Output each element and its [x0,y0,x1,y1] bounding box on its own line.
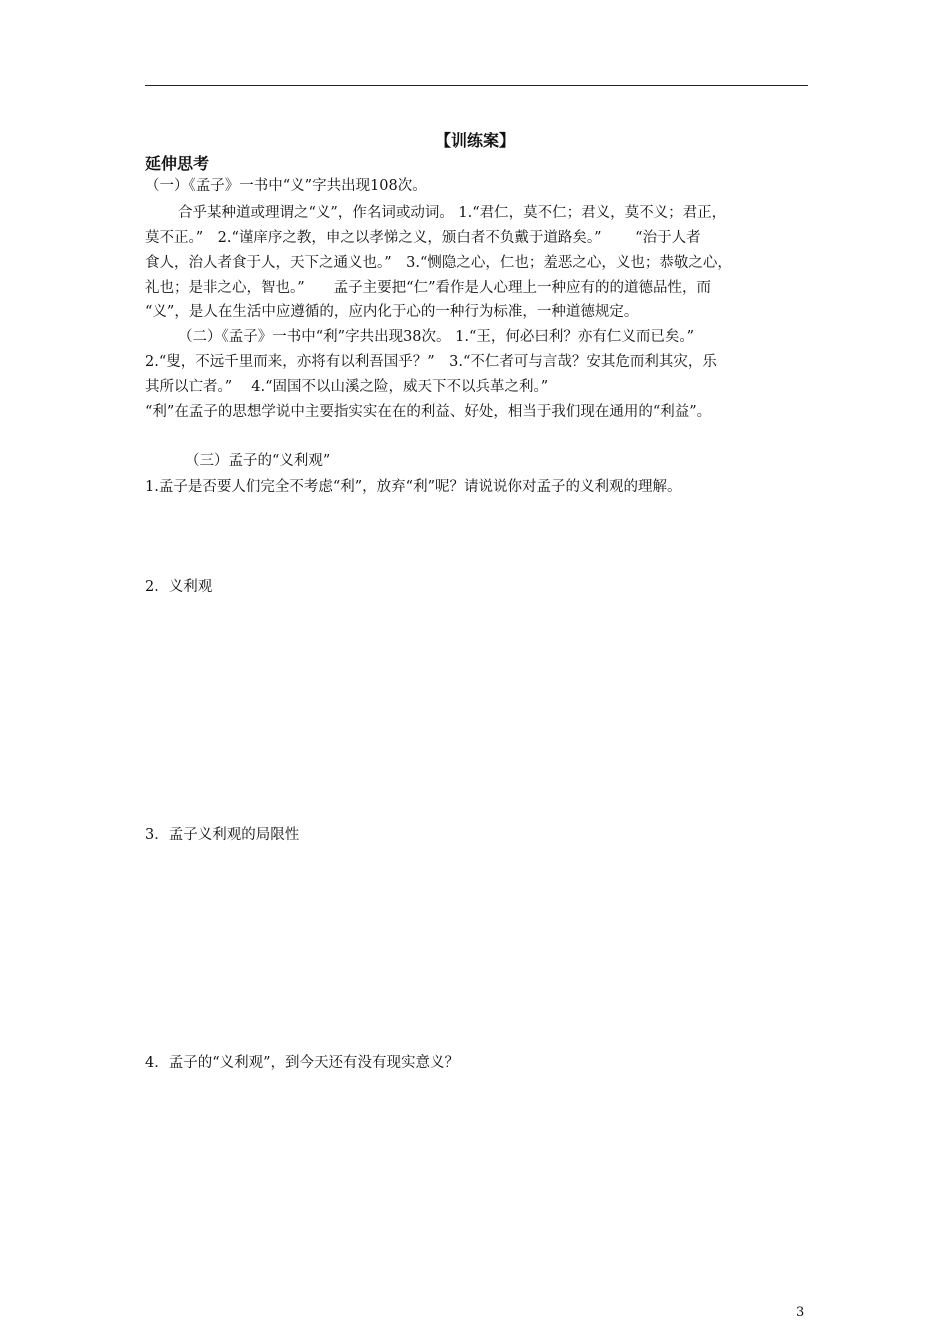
subheading: 延伸思考 [145,154,210,173]
header-rule [145,85,808,86]
paragraph-line: 莫不正。” 2.“谨庠序之教，申之以孝悌之义，颁白者不负戴于道路矣。” “治于人者 [145,230,701,246]
paragraph-line: 2.“叟，不远千里而来，亦将有以利吾国乎？” 3.“不仁者可与言哉？安其危而利其灾，乐 [145,354,717,370]
section-heading: 【训练案】 [434,131,515,150]
question-2: 2．义利观 [145,579,213,595]
paragraph-line: （二）《孟子》一书中“利”字共出现38次。 1.“王，何必曰利？亦有仁义而已矣。” [178,329,695,345]
page-number: 3 [796,1305,805,1320]
paragraph-line: 合乎某种道或理谓之“义”，作名词或动词。 1.“君仁，莫不仁；君义，莫不义；君正， [178,205,727,221]
paragraph-line: 其所以亡者。” 4.“固国不以山溪之险，威天下不以兵革之利。” [145,379,549,395]
question-4: 4．孟子的“义利观”，到今天还有没有现实意义？ [145,1055,460,1071]
paragraph-line: 礼也；是非之心，智也。” 孟子主要把“仁”看作是人心理上一种应有的的道德品性，而 [145,280,711,296]
question-1: 1.孟子是否要人们完全不考虑“利”，放弃“利”呢？请说说你对孟子的义利观的理解。 [145,479,682,495]
paragraph-line: （一）《孟子》一书中“义”字共出现108次。 [145,178,427,194]
paragraph-line: “利”在孟子的思想学说中主要指实实在在的利益、好处，相当于我们现在通用的“利益”。 [145,404,712,420]
part3-title: （三）孟子的“义利观” [185,453,331,469]
question-3: 3．孟子义利观的局限性 [145,827,300,843]
paragraph-line: 食人，治人者食于人，天下之通义也。” 3.“恻隐之心，仁也；羞恶之心，义也；恭敬之心， [145,255,732,271]
paragraph-line: “义”，是人在生活中应遵循的，应内化于心的一种行为标准，一种道德规定。 [145,304,639,320]
